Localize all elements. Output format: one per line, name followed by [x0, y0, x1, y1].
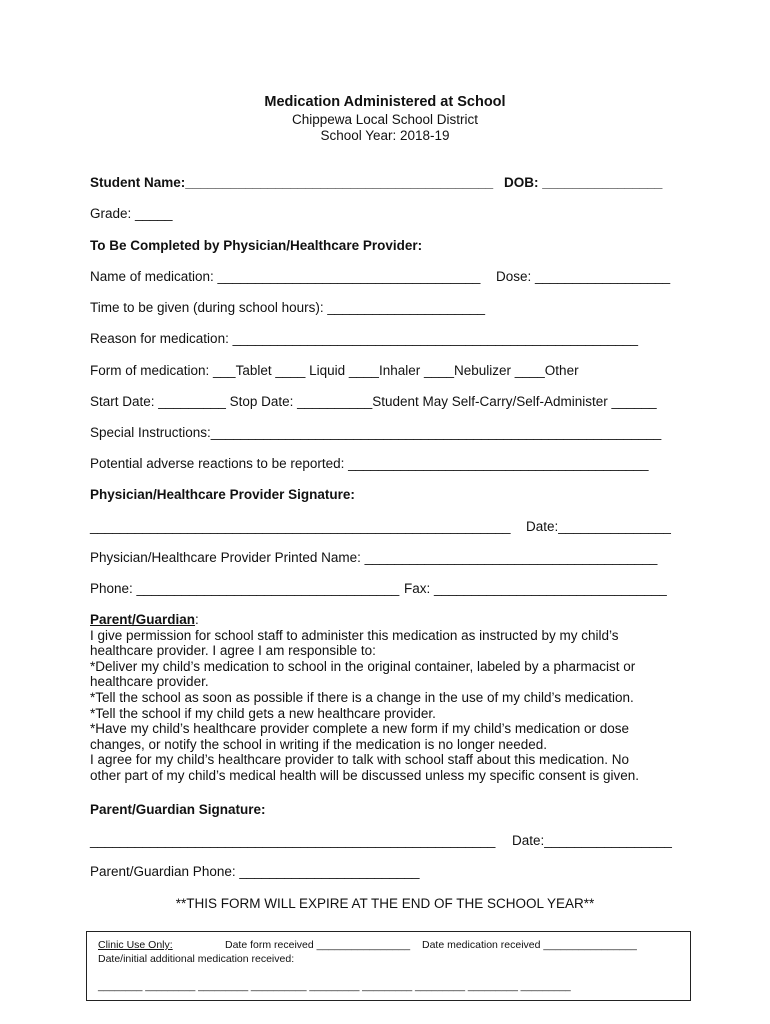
district-name: Chippewa Local School District: [291, 112, 479, 127]
consent-line: *Have my child’s healthcare provider complete a new form if my child’s medication or dose: [90, 721, 629, 737]
consent-line: changes, or notify the school in writing if the medication is no longer needed.: [90, 736, 548, 752]
consent-line: *Tell the school as soon as possible if there is a change in the use of my child’s medication.: [90, 689, 634, 705]
dob-field[interactable]: DOB: ________________: [504, 175, 663, 190]
clinic-use-label: Clinic Use Only:: [98, 939, 173, 951]
start-stop-date-field[interactable]: Start Date: _________ Stop Date: __________Student May Self-Carry/Self-Administer ______: [90, 394, 657, 409]
parent-heading: Parent/Guardian: [90, 612, 196, 627]
parent-heading-row: [90, 612, 690, 628]
physician-signature-date[interactable]: Date:_______________: [526, 519, 671, 534]
date-form-received-field[interactable]: Date form received ________________: [225, 939, 411, 951]
parent-phone-field[interactable]: Parent/Guardian Phone: ________________________: [90, 864, 420, 879]
parent-consent-block: [90, 612, 690, 784]
consent-line: I agree for my child’s healthcare provider to talk with school staff about this medication. No: [90, 752, 630, 768]
parent-signature-date[interactable]: Date:_________________: [512, 833, 672, 848]
adverse-reactions-field[interactable]: Potential adverse reactions to be reported: ________________________________________: [90, 456, 649, 471]
physician-section-heading: To Be Completed by Physician/Healthcare Provider:: [90, 238, 423, 253]
physician-fax-field[interactable]: Fax: _______________________________: [404, 581, 667, 596]
medication-name-field[interactable]: Name of medication: ___________________________________: [90, 269, 481, 284]
date-medication-received-field[interactable]: Date medication received ________________: [422, 939, 637, 951]
physician-signature-line[interactable]: ________________________________________________________: [90, 519, 511, 534]
parent-heading-colon: :: [195, 612, 199, 627]
additional-medication-label: Date/initial additional medication received:: [98, 953, 295, 965]
form-title: Medication Administered at School: [264, 94, 506, 110]
school-year: School Year: 2018-19: [320, 128, 450, 143]
physician-printed-name-field[interactable]: Physician/Healthcare Provider Printed Name: _______________________________________: [90, 550, 658, 565]
parent-signature-heading: Parent/Guardian Signature:: [90, 802, 266, 817]
medication-form-options[interactable]: Form of medication: ___Tablet ____ Liquid ____Inhaler ____Nebulizer ____Other: [90, 363, 579, 378]
consent-line: I give permission for school staff to administer this medication as instructed by my child’s: [90, 627, 619, 643]
time-given-field[interactable]: Time to be given (during school hours): _____________________: [90, 300, 486, 315]
student-name-field[interactable]: Student Name:_________________________________________: [90, 175, 494, 190]
consent-line: healthcare provider. I agree I am responsible to:: [90, 643, 376, 659]
additional-medication-blanks[interactable]: ________ _________ _________ __________ _________ _________ _________ _________ _________: [98, 981, 571, 992]
consent-line: *Deliver my child’s medication to school in the original container, labeled by a pharmacist or: [90, 658, 636, 674]
dose-field[interactable]: Dose: __________________: [496, 269, 671, 284]
parent-signature-line[interactable]: ______________________________________________________: [90, 833, 496, 848]
reason-field[interactable]: Reason for medication: ______________________________________________________: [90, 331, 639, 346]
grade-field[interactable]: Grade: _____: [90, 206, 173, 221]
consent-line: healthcare provider.: [90, 674, 209, 690]
physician-signature-heading: Physician/Healthcare Provider Signature:: [90, 487, 355, 502]
consent-line: other part of my child’s medical health will be discussed unless my specific consent is given.: [90, 767, 640, 783]
clinic-use-box: [86, 931, 691, 1001]
special-instructions-field[interactable]: Special Instructions:____________________________________________________________: [90, 425, 662, 440]
expire-notice: **THIS FORM WILL EXPIRE AT THE END OF THE SCHOOL YEAR**: [175, 896, 595, 911]
consent-line: *Tell the school if my child gets a new healthcare provider.: [90, 705, 436, 721]
physician-phone-field[interactable]: Phone: ___________________________________: [90, 581, 400, 596]
